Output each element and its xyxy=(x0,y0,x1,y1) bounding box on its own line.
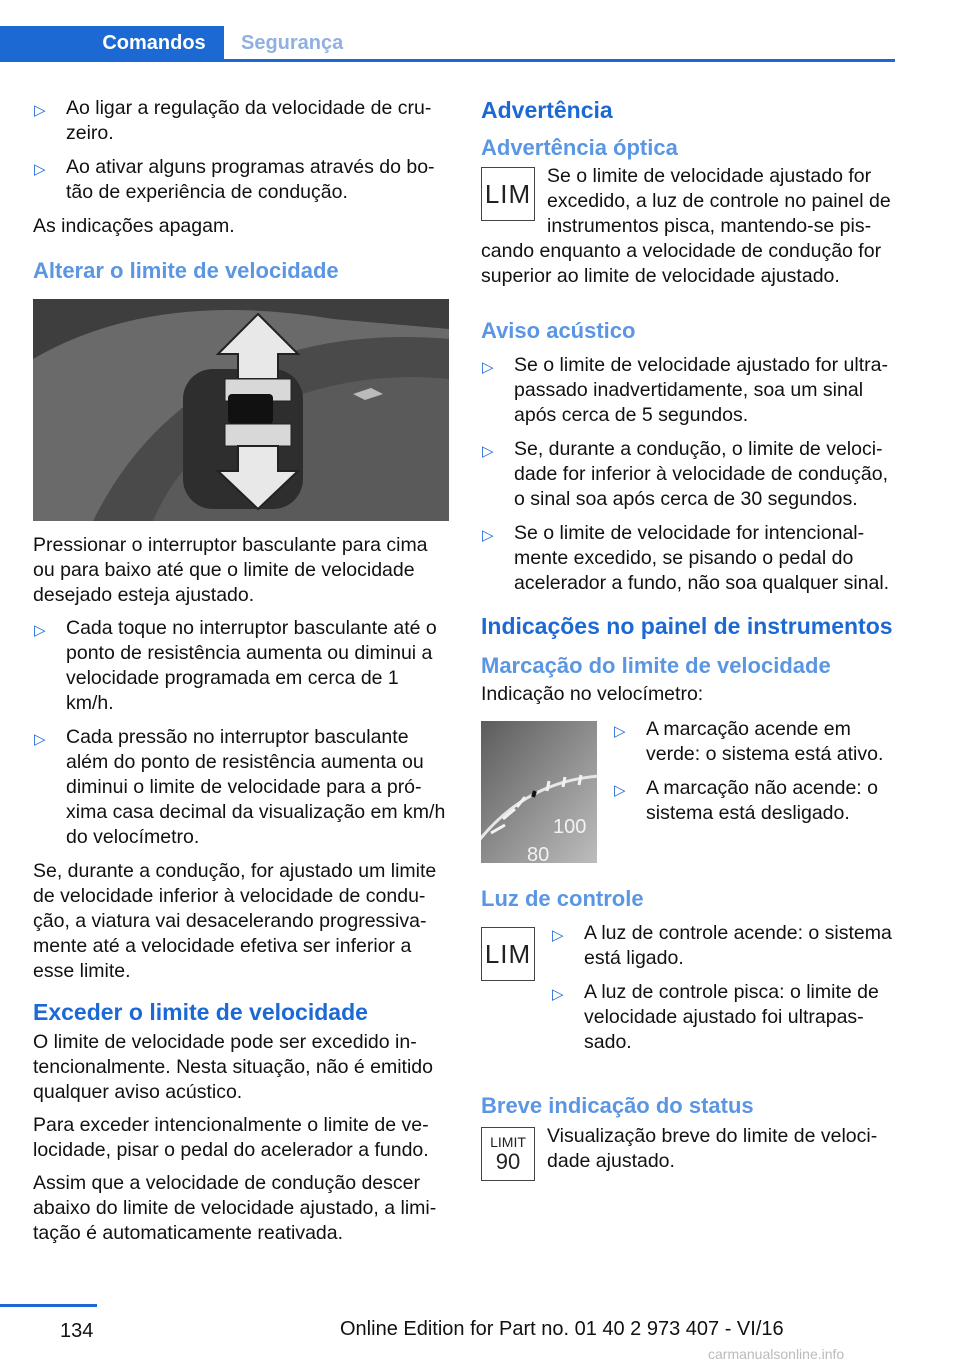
section-heading: Alterar o limite de velocidade xyxy=(33,258,339,283)
list-item-text: A luz de controle acende: o sistema está ligado. xyxy=(584,922,892,969)
lim-icon-label: LIM xyxy=(484,178,532,209)
bullet-list-top xyxy=(33,96,449,205)
paragraph: Pressionar o interruptor basculante para cima ou para baixo até que o limite de velocidade desejado esteja ajustado. xyxy=(33,534,428,606)
list-item xyxy=(613,776,897,826)
subsection-heading: Aviso acústico xyxy=(481,318,636,343)
list-item-text: Se, durante a condução, o limite de veloci-dade for inferior à velocidade de condução, o sinal soa após cerca de 30 segundos. xyxy=(514,438,889,510)
triangle-bullet-icon: ▷ xyxy=(34,731,46,748)
list-item xyxy=(33,155,449,205)
lim-indicator-icon xyxy=(481,167,535,221)
speedometer-marking-image xyxy=(481,721,597,863)
list-item-text: A luz de controle pisca: o limite de velocidade ajustado foi ultrapas-sado. xyxy=(584,981,879,1053)
list-item-text: Cada pressão no interruptor basculante além do ponto de resistência aumenta ou diminui o limite de velocidade para a pró-xima casa decimal da visualização em km/h do velocímetro. xyxy=(66,726,446,848)
watermark-text: carmanualsonline.info xyxy=(708,1346,845,1362)
bullet-list-mid xyxy=(33,616,449,850)
steering-wheel-rocker-switch-image xyxy=(33,299,449,521)
paragraph: Assim que a velocidade de condução descer abaixo do limite de velocidade ajustado, a limi-tação é automaticamente reativada. xyxy=(33,1172,437,1244)
list-item-text: A marcação acende em verde: o sistema está ativo. xyxy=(646,718,884,765)
steering-wheel-photo xyxy=(33,299,449,521)
list-item xyxy=(551,921,897,971)
list-item xyxy=(613,717,897,767)
page-number: 134 xyxy=(60,1320,94,1342)
triangle-bullet-icon: ▷ xyxy=(614,782,626,799)
edition-line: Online Edition for Part no. 01 40 2 973 407 - VI/16 xyxy=(340,1318,784,1340)
paragraph: Indicação no velocímetro: xyxy=(481,683,704,705)
limit-word: LIMIT xyxy=(490,1134,526,1150)
list-item-text: Se o limite de velocidade for intencional-mente excedido, se pisando o pedal do acelerador a fundo, não soa qualquer sinal. xyxy=(514,522,890,594)
list-item xyxy=(551,980,897,1055)
gauge-label-100: 100 xyxy=(553,816,587,838)
triangle-bullet-icon: ▷ xyxy=(34,161,46,178)
list-item xyxy=(481,437,897,512)
section-heading: Exceder o limite de velocidade xyxy=(33,999,368,1025)
list-item xyxy=(33,725,449,850)
gauge-label-80: 80 xyxy=(527,844,550,863)
bullet-list-luz xyxy=(551,921,897,1064)
lim-control-light-icon xyxy=(481,927,535,981)
list-item-text: Cada toque no interruptor basculante até o ponto de resistência aumenta ou diminui a velocidade programada em cerca de 1 km/h. xyxy=(66,617,437,714)
list-item-text: Ao ligar a regulação da velocidade de cru-zeiro. xyxy=(66,97,432,144)
list-item xyxy=(33,96,449,146)
subsection-heading: Luz de controle xyxy=(481,886,644,911)
tab-comandos-label: Comandos xyxy=(102,31,206,54)
paragraph: As indicações apagam. xyxy=(33,215,235,237)
paragraph: Visualização breve do limite de veloci-dade ajustado. xyxy=(547,1125,878,1172)
subsection-heading: Breve indicação do status xyxy=(481,1093,754,1118)
list-item-text: Ao ativar alguns programas através do bo-tão de experiência de condução. xyxy=(66,156,435,203)
tab-comandos[interactable] xyxy=(0,26,224,60)
section-heading: Advertência xyxy=(481,97,613,123)
limit-90-icon xyxy=(481,1127,535,1181)
footer-divider xyxy=(0,1304,97,1307)
subsection-heading: Advertência óptica xyxy=(481,135,678,160)
bullet-list-aviso xyxy=(481,353,897,596)
tab-seguranca[interactable] xyxy=(241,26,343,60)
limit-value: 90 xyxy=(495,1149,521,1174)
triangle-bullet-icon: ▷ xyxy=(482,443,494,460)
paragraph: O limite de velocidade pode ser excedido in-tencionalmente. Nesta situação, não é emitido qualquer aviso acústico. xyxy=(33,1031,433,1103)
section-heading: Indicações no painel de instrumentos xyxy=(481,613,893,639)
header-divider xyxy=(0,59,895,62)
triangle-bullet-icon: ▷ xyxy=(34,102,46,119)
triangle-bullet-icon: ▷ xyxy=(552,986,564,1003)
list-item xyxy=(481,521,897,596)
triangle-bullet-icon: ▷ xyxy=(552,927,564,944)
list-item-text: Se o limite de velocidade ajustado for ultra-passado inadvertidamente, soa um sinal após cerca de 5 segundos. xyxy=(514,354,888,426)
lim-icon-label: LIM xyxy=(484,938,532,969)
triangle-bullet-icon: ▷ xyxy=(482,527,494,544)
subsection-heading: Marcação do limite de velocidade xyxy=(481,653,831,678)
speedometer-image xyxy=(481,721,597,863)
list-item xyxy=(33,616,449,716)
bullet-list-marcacao xyxy=(613,717,897,835)
paragraph: Para exceder intencionalmente o limite de ve-locidade, pisar o pedal do acelerador a fundo. xyxy=(33,1114,429,1161)
left-column xyxy=(33,96,449,1254)
triangle-bullet-icon: ▷ xyxy=(482,359,494,376)
header-tabs xyxy=(0,26,895,62)
tab-seguranca-label: Segurança xyxy=(241,32,344,54)
paragraph: Se, durante a condução, for ajustado um limite de velocidade inferior à velocidade de condu-ção, a viatura vai desacelerando progressiva-mente até a velocidade efetiva ser inferior a esse limite. xyxy=(33,860,437,982)
right-column xyxy=(481,96,897,1185)
paragraph: Se o limite de velocidade ajustado for excedido, a luz de controle no painel de instrumentos pisca, mantendo-se pis-cando enquanto a velocidade de condução for superior ao limite de velocidade ajustado. xyxy=(481,165,891,287)
list-item-text: A marcação não acende: o sistema está desligado. xyxy=(646,777,878,824)
triangle-bullet-icon: ▷ xyxy=(614,723,626,740)
triangle-bullet-icon: ▷ xyxy=(34,622,46,639)
list-item xyxy=(481,353,897,428)
